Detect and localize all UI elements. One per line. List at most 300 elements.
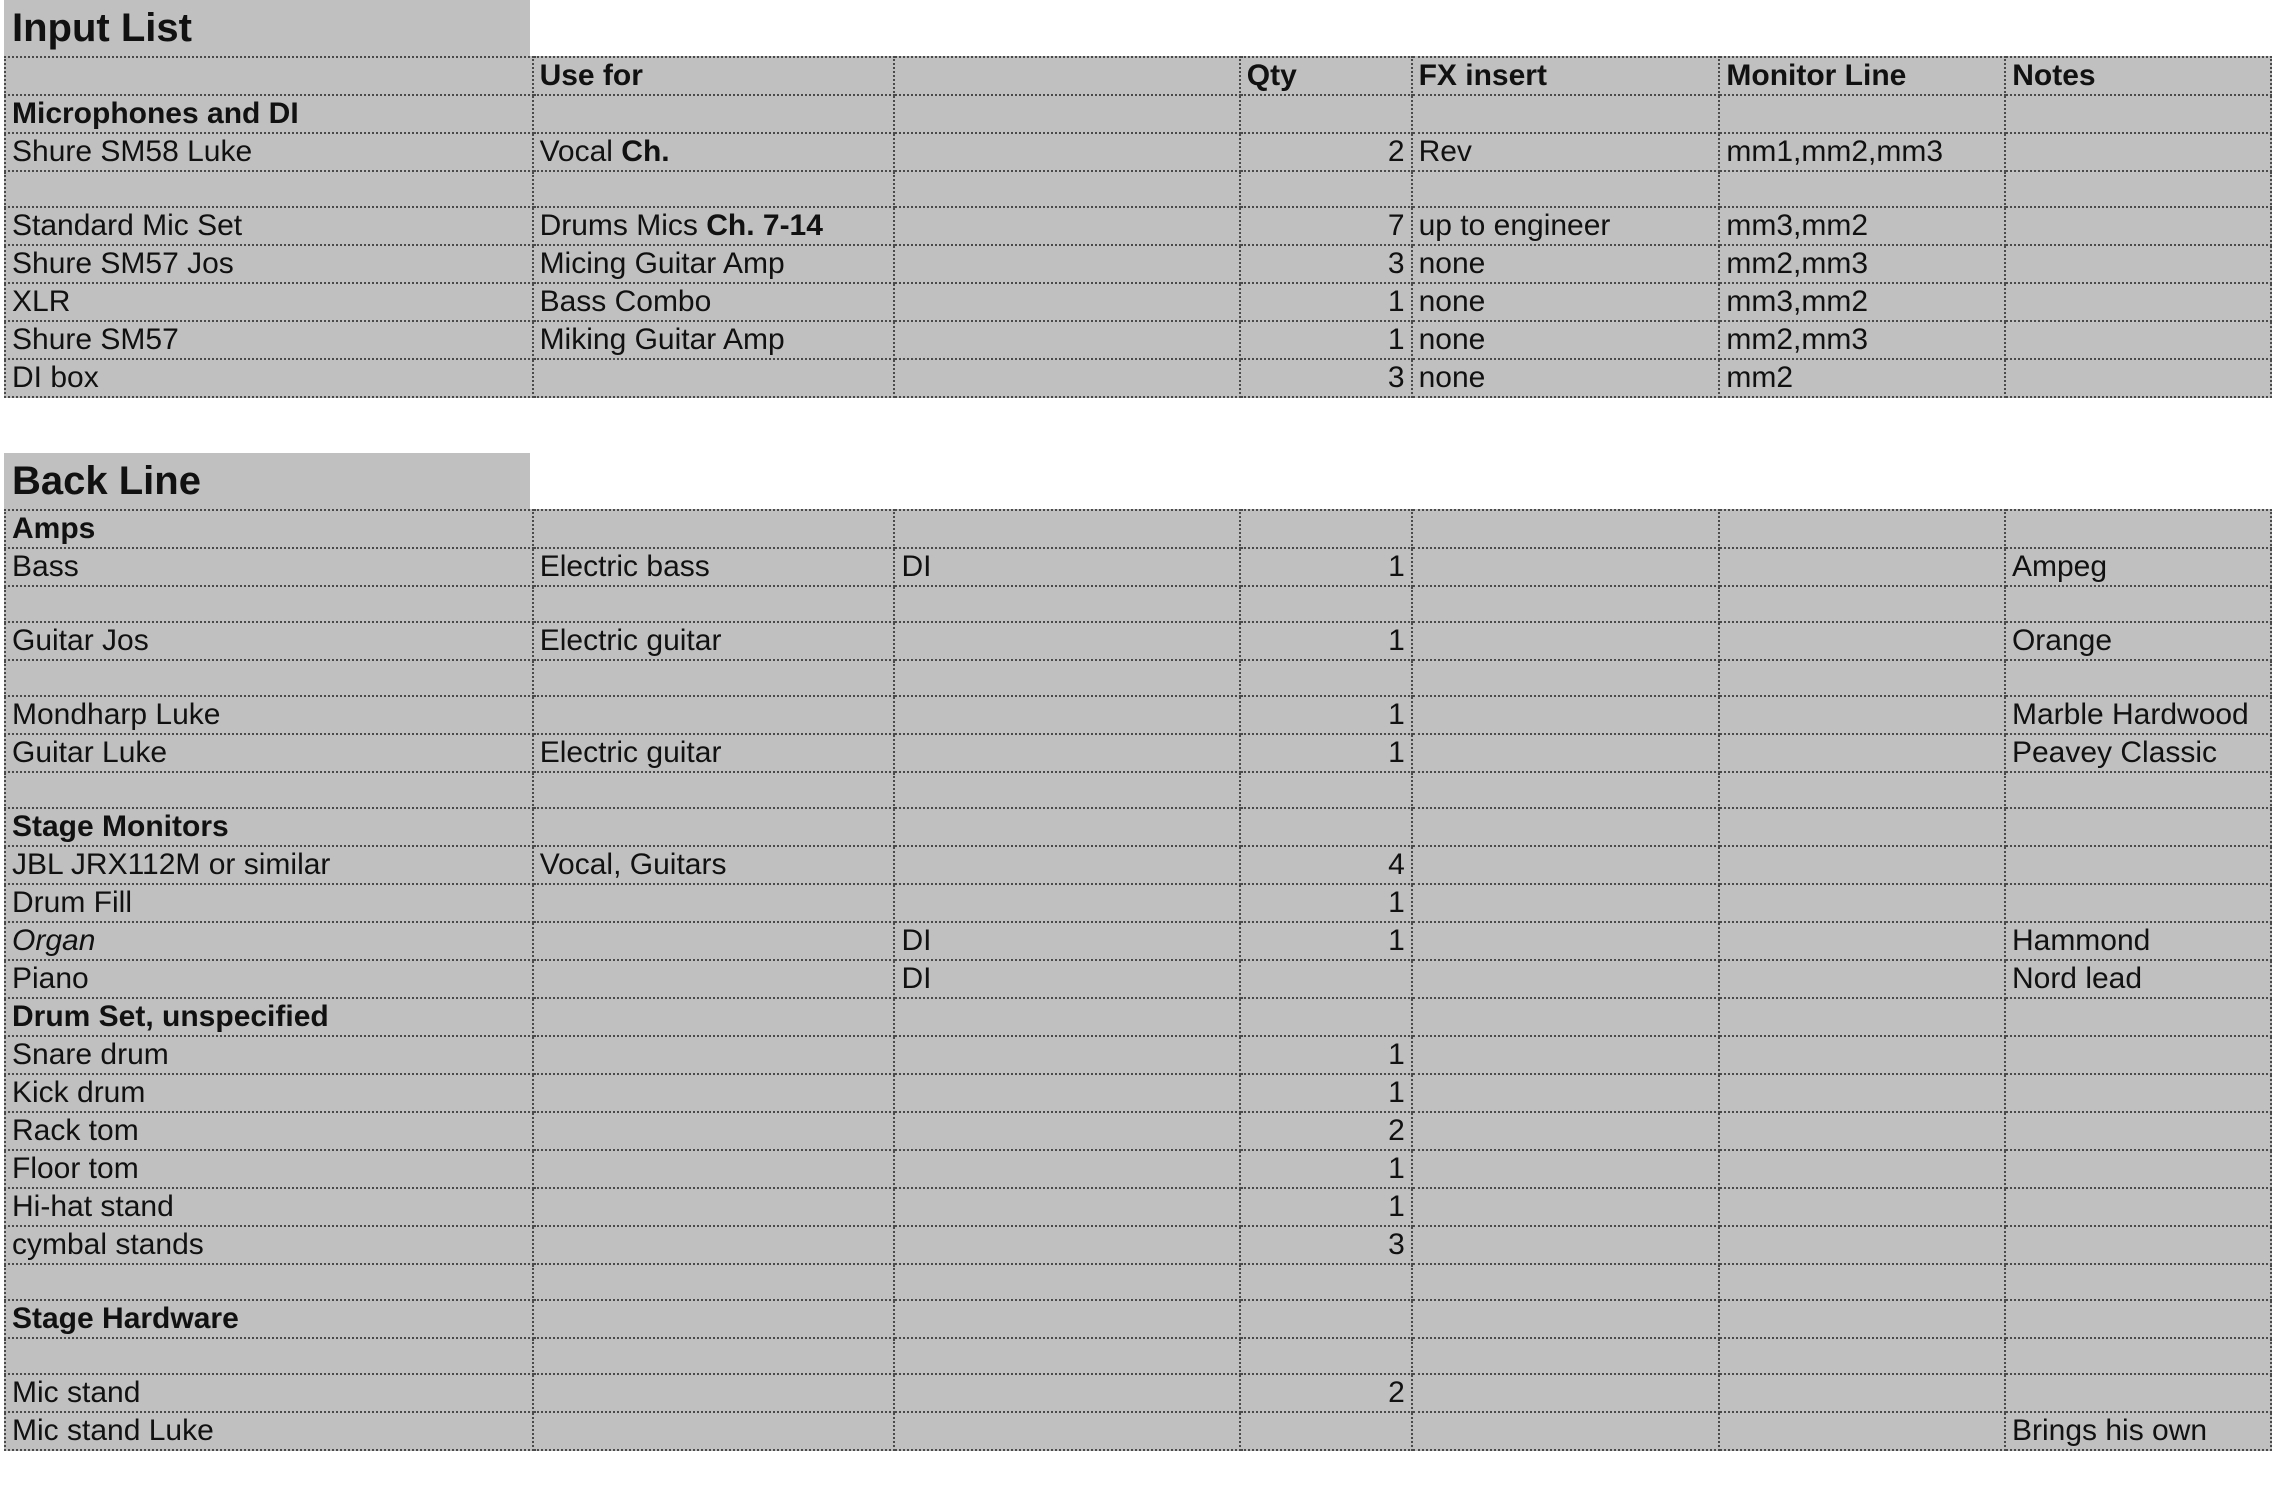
table-cell[interactable] xyxy=(2005,884,2271,922)
table-cell[interactable] xyxy=(1719,1300,2005,1338)
table-cell[interactable] xyxy=(1719,321,2005,359)
table-cell[interactable] xyxy=(1412,548,1720,586)
table-cell[interactable] xyxy=(894,321,1239,359)
table-cell[interactable] xyxy=(894,171,1239,207)
table-cell[interactable] xyxy=(5,960,533,998)
table-cell[interactable] xyxy=(2005,245,2271,283)
table-cell[interactable] xyxy=(5,245,533,283)
table-cell[interactable] xyxy=(1412,1374,1720,1412)
table-cell[interactable] xyxy=(533,1036,895,1074)
table-cell[interactable] xyxy=(1719,283,2005,321)
table-cell[interactable] xyxy=(1719,133,2005,171)
cell-text: mm3,mm2 xyxy=(1726,209,1869,242)
table-row xyxy=(5,998,2271,1036)
column-header[interactable] xyxy=(5,57,533,95)
table-cell[interactable] xyxy=(1240,1374,1412,1412)
table-cell[interactable] xyxy=(533,622,895,660)
table-cell[interactable] xyxy=(2005,1226,2271,1264)
table-cell[interactable] xyxy=(2005,808,2271,846)
table-cell[interactable] xyxy=(533,846,895,884)
table-cell[interactable] xyxy=(1240,245,1412,283)
cell-text: Use for xyxy=(539,59,643,92)
table-cell[interactable] xyxy=(2005,1112,2271,1150)
table-cell[interactable] xyxy=(894,586,1240,622)
table-cell[interactable] xyxy=(1240,808,1412,846)
table-cell[interactable] xyxy=(1412,1074,1720,1112)
table-cell[interactable] xyxy=(533,1264,895,1300)
table-cell[interactable] xyxy=(2005,1374,2271,1412)
table-cell[interactable] xyxy=(1240,884,1412,922)
cell-text: 2 xyxy=(1388,1376,1405,1409)
table-cell[interactable] xyxy=(894,846,1240,884)
table-cell[interactable] xyxy=(1719,1074,2005,1112)
table-row xyxy=(5,171,2271,207)
table-cell[interactable] xyxy=(2005,133,2271,171)
table-cell[interactable] xyxy=(533,359,895,397)
table-cell[interactable] xyxy=(1240,548,1412,586)
cell-text: 1 xyxy=(1388,886,1405,919)
table-cell[interactable] xyxy=(1240,846,1412,884)
table-cell[interactable] xyxy=(533,548,895,586)
table-cell[interactable] xyxy=(1719,586,2005,622)
table-cell[interactable] xyxy=(894,1150,1240,1188)
table-cell[interactable] xyxy=(533,586,895,622)
table-cell[interactable] xyxy=(1240,960,1412,998)
table-cell[interactable] xyxy=(2005,283,2271,321)
table-cell[interactable] xyxy=(1240,321,1412,359)
cell-text: 1 xyxy=(1387,285,1405,318)
table-cell[interactable] xyxy=(894,510,1240,548)
table-cell[interactable] xyxy=(5,734,533,772)
table-cell[interactable] xyxy=(1240,133,1412,171)
table-cell[interactable] xyxy=(1412,696,1720,734)
table-cell[interactable] xyxy=(1240,622,1412,660)
table-cell[interactable] xyxy=(894,922,1240,960)
table-cell[interactable] xyxy=(5,510,533,548)
table-cell[interactable] xyxy=(533,960,895,998)
table-row xyxy=(5,1338,2271,1374)
table-row xyxy=(5,1264,2271,1300)
table-row xyxy=(5,245,2271,283)
table-cell[interactable] xyxy=(2005,359,2271,397)
table-cell[interactable] xyxy=(5,622,533,660)
table-cell[interactable] xyxy=(533,171,895,207)
table-cell[interactable] xyxy=(1719,1374,2005,1412)
table-cell[interactable] xyxy=(1719,734,2005,772)
cell-text: 1 xyxy=(1388,1152,1405,1185)
table-cell[interactable] xyxy=(1719,922,2005,960)
cell-text: JBL JRX112M or similar xyxy=(12,848,331,881)
table-cell[interactable] xyxy=(533,1338,895,1374)
table-cell[interactable] xyxy=(1412,245,1720,283)
table-cell[interactable] xyxy=(894,734,1240,772)
table-cell[interactable] xyxy=(1412,1150,1720,1188)
table-cell[interactable] xyxy=(1412,1300,1720,1338)
table-cell[interactable] xyxy=(5,1300,533,1338)
cell-text: Electric guitar xyxy=(539,736,722,769)
table-cell[interactable] xyxy=(533,510,895,548)
table-cell[interactable] xyxy=(2005,960,2271,998)
table-cell[interactable] xyxy=(5,359,533,397)
table-cell[interactable] xyxy=(1719,95,2005,133)
table-cell[interactable] xyxy=(1412,622,1720,660)
table-cell[interactable] xyxy=(1719,1264,2005,1300)
table-cell[interactable] xyxy=(5,207,533,245)
table-cell[interactable] xyxy=(1412,95,1720,133)
cell-text: Vocal, Guitars xyxy=(539,848,727,881)
cell-text: Electric bass xyxy=(539,550,710,583)
table-cell[interactable] xyxy=(1412,1226,1720,1264)
table-cell[interactable] xyxy=(2005,772,2271,808)
table-cell[interactable] xyxy=(1240,510,1412,548)
table-cell[interactable] xyxy=(2005,734,2271,772)
cell-text: 1 xyxy=(1388,550,1405,583)
table-cell[interactable] xyxy=(533,808,895,846)
table-cell[interactable] xyxy=(1240,1112,1412,1150)
cell-text: Floor tom xyxy=(12,1152,139,1185)
table-cell[interactable] xyxy=(5,283,533,321)
table-cell[interactable] xyxy=(894,1074,1240,1112)
cell-text: Drum Set, unspecified xyxy=(12,1000,329,1033)
cell-text: 1 xyxy=(1388,1038,1405,1071)
table-cell[interactable] xyxy=(1412,734,1720,772)
table-cell[interactable] xyxy=(2005,586,2271,622)
cell-text: Standard Mic Set xyxy=(12,209,243,242)
cell-text: Stage Monitors xyxy=(12,810,229,843)
table-cell[interactable] xyxy=(5,1188,533,1226)
table-cell[interactable] xyxy=(533,1412,895,1450)
table-row xyxy=(5,1374,2271,1412)
table-cell[interactable] xyxy=(894,998,1240,1036)
cell-text: Notes xyxy=(2012,59,2096,92)
table-cell[interactable] xyxy=(1240,1074,1412,1112)
cell-text: Guitar Luke xyxy=(12,736,168,769)
table-cell[interactable] xyxy=(2005,1338,2271,1374)
table-cell[interactable] xyxy=(533,321,895,359)
table-cell[interactable] xyxy=(5,586,533,622)
table-cell[interactable] xyxy=(1240,359,1412,397)
table-cell[interactable] xyxy=(533,1188,895,1226)
table-cell[interactable] xyxy=(1412,321,1720,359)
table-row xyxy=(5,548,2271,586)
table-cell[interactable] xyxy=(5,884,533,922)
table-cell[interactable] xyxy=(5,548,533,586)
cell-text: Rev xyxy=(1418,135,1472,168)
table-cell[interactable] xyxy=(2005,1412,2271,1450)
cell-text: Peavey Classic xyxy=(2011,736,2218,769)
table-row xyxy=(5,622,2271,660)
cell-text: none xyxy=(1418,285,1486,318)
table-cell[interactable] xyxy=(1719,998,2005,1036)
table-cell[interactable] xyxy=(894,772,1240,808)
table-cell[interactable] xyxy=(894,133,1239,171)
table-cell[interactable] xyxy=(5,171,533,207)
cell-text: Rack tom xyxy=(12,1114,139,1147)
cell-text: 1 xyxy=(1388,1076,1405,1109)
table-cell[interactable] xyxy=(1719,245,2005,283)
table-cell[interactable] xyxy=(1719,622,2005,660)
table-cell[interactable] xyxy=(894,884,1240,922)
section-title-input-list: Input List xyxy=(4,0,530,56)
table-cell[interactable] xyxy=(1240,1226,1412,1264)
table-cell[interactable] xyxy=(1240,772,1412,808)
table-cell[interactable] xyxy=(1719,1036,2005,1074)
table-cell[interactable] xyxy=(533,884,895,922)
table-cell[interactable] xyxy=(533,772,895,808)
table-cell[interactable] xyxy=(533,283,895,321)
cell-text: 1 xyxy=(1387,323,1405,356)
cell-text: Orange xyxy=(2011,624,2113,657)
cell-text: Monitor Line xyxy=(1726,59,1907,92)
table-cell[interactable] xyxy=(1240,1300,1412,1338)
table-cell[interactable] xyxy=(894,359,1239,397)
table-cell[interactable] xyxy=(1412,283,1720,321)
table-cell[interactable] xyxy=(894,1412,1240,1450)
cell-text: DI xyxy=(901,924,932,957)
table-cell[interactable] xyxy=(2005,510,2271,548)
table-cell[interactable] xyxy=(1719,1338,2005,1374)
table-cell[interactable] xyxy=(2005,1300,2271,1338)
table-cell[interactable] xyxy=(2005,548,2271,586)
table-cell[interactable] xyxy=(5,1074,533,1112)
back-line-table xyxy=(4,509,2272,1451)
table-cell[interactable] xyxy=(1719,548,2005,586)
table-cell[interactable] xyxy=(5,696,533,734)
table-cell[interactable] xyxy=(5,846,533,884)
table-cell[interactable] xyxy=(1412,884,1720,922)
table-cell[interactable] xyxy=(1240,283,1412,321)
cell-text: Hammond xyxy=(2011,924,2151,957)
table-cell[interactable] xyxy=(2005,1036,2271,1074)
table-cell[interactable] xyxy=(1240,922,1412,960)
table-cell[interactable] xyxy=(533,133,895,171)
column-header[interactable] xyxy=(533,57,895,95)
table-cell[interactable] xyxy=(5,660,533,696)
table-cell[interactable] xyxy=(2005,171,2271,207)
table-cell[interactable] xyxy=(1412,772,1720,808)
back-line-body xyxy=(5,510,2271,1450)
table-cell[interactable] xyxy=(533,1226,895,1264)
cell-text: Hi-hat stand xyxy=(12,1190,174,1223)
column-header[interactable] xyxy=(2005,57,2271,95)
table-cell[interactable] xyxy=(1412,1412,1720,1450)
table-cell[interactable] xyxy=(1719,846,2005,884)
table-cell[interactable] xyxy=(5,95,533,133)
table-cell[interactable] xyxy=(1240,95,1412,133)
table-cell[interactable] xyxy=(533,207,895,245)
table-cell[interactable] xyxy=(5,1338,533,1374)
cell-text: Organ xyxy=(12,924,96,957)
table-cell[interactable] xyxy=(894,1188,1240,1226)
cell-text: 3 xyxy=(1387,361,1405,394)
table-cell[interactable] xyxy=(894,1226,1240,1264)
table-cell[interactable] xyxy=(1719,660,2005,696)
table-cell[interactable] xyxy=(1412,922,1720,960)
table-cell[interactable] xyxy=(1240,696,1412,734)
cell-text: 1 xyxy=(1388,624,1405,657)
table-cell[interactable] xyxy=(894,1338,1240,1374)
table-cell[interactable] xyxy=(5,1226,533,1264)
table-cell[interactable] xyxy=(1240,1150,1412,1188)
table-cell[interactable] xyxy=(5,1412,533,1450)
table-cell[interactable] xyxy=(1240,998,1412,1036)
table-cell[interactable] xyxy=(2005,998,2271,1036)
table-cell[interactable] xyxy=(5,998,533,1036)
table-cell[interactable] xyxy=(533,245,895,283)
table-cell[interactable] xyxy=(1719,1188,2005,1226)
table-cell[interactable] xyxy=(2005,696,2271,734)
table-cell[interactable] xyxy=(1412,998,1720,1036)
cell-text: Qty xyxy=(1246,59,1297,92)
table-cell[interactable] xyxy=(1240,1338,1412,1374)
table-cell[interactable] xyxy=(5,1374,533,1412)
table-cell[interactable] xyxy=(1240,1412,1412,1450)
table-cell[interactable] xyxy=(894,1374,1240,1412)
table-cell[interactable] xyxy=(1240,171,1412,207)
table-cell[interactable] xyxy=(1719,1150,2005,1188)
table-cell[interactable] xyxy=(894,1300,1240,1338)
section-title-back-line: Back Line xyxy=(4,453,530,509)
column-header[interactable] xyxy=(1412,57,1720,95)
table-cell[interactable] xyxy=(533,660,895,696)
table-cell[interactable] xyxy=(1719,884,2005,922)
table-cell[interactable] xyxy=(2005,846,2271,884)
table-cell[interactable] xyxy=(1719,1226,2005,1264)
column-header[interactable] xyxy=(1240,57,1412,95)
table-cell[interactable] xyxy=(894,548,1240,586)
table-cell[interactable] xyxy=(1412,1112,1720,1150)
table-cell[interactable] xyxy=(2005,1074,2271,1112)
table-cell[interactable] xyxy=(2005,321,2271,359)
table-cell[interactable] xyxy=(5,133,533,171)
cell-text: Piano xyxy=(12,962,89,995)
table-cell[interactable] xyxy=(5,321,533,359)
table-cell[interactable] xyxy=(1412,171,1720,207)
table-cell[interactable] xyxy=(2005,1188,2271,1226)
table-cell[interactable] xyxy=(894,696,1240,734)
table-cell[interactable] xyxy=(1412,1188,1720,1226)
table-cell[interactable] xyxy=(1412,359,1720,397)
table-cell[interactable] xyxy=(1719,510,2005,548)
table-cell[interactable] xyxy=(894,660,1240,696)
table-cell[interactable] xyxy=(5,808,533,846)
table-cell[interactable] xyxy=(1412,510,1720,548)
table-cell[interactable] xyxy=(533,1150,895,1188)
table-cell[interactable] xyxy=(894,1036,1240,1074)
table-cell[interactable] xyxy=(533,998,895,1036)
table-cell[interactable] xyxy=(1412,1264,1720,1300)
table-cell[interactable] xyxy=(2005,660,2271,696)
table-cell[interactable] xyxy=(1412,960,1720,998)
cell-text: Drums Mics xyxy=(539,209,707,242)
table-cell[interactable] xyxy=(1719,960,2005,998)
table-cell[interactable] xyxy=(5,1112,533,1150)
table-cell[interactable] xyxy=(894,207,1239,245)
table-cell[interactable] xyxy=(1412,808,1720,846)
cell-text: Drum Fill xyxy=(12,886,132,919)
table-cell[interactable] xyxy=(1240,586,1412,622)
table-cell[interactable] xyxy=(5,772,533,808)
table-cell[interactable] xyxy=(533,1074,895,1112)
table-cell[interactable] xyxy=(1240,660,1412,696)
cell-text: Stage Hardware xyxy=(12,1302,239,1335)
table-cell[interactable] xyxy=(1240,1188,1412,1226)
table-cell[interactable] xyxy=(1719,359,2005,397)
table-cell[interactable] xyxy=(894,1264,1240,1300)
table-cell[interactable] xyxy=(533,696,895,734)
table-cell[interactable] xyxy=(1719,808,2005,846)
table-cell[interactable] xyxy=(1719,772,2005,808)
table-cell[interactable] xyxy=(2005,922,2271,960)
table-cell[interactable] xyxy=(1719,171,2005,207)
table-cell[interactable] xyxy=(894,960,1240,998)
cell-text: DI xyxy=(901,550,932,583)
table-cell[interactable] xyxy=(1412,586,1720,622)
cell-text: none xyxy=(1418,247,1486,280)
table-cell[interactable] xyxy=(5,1036,533,1074)
table-cell[interactable] xyxy=(5,1150,533,1188)
column-header[interactable] xyxy=(1719,57,2005,95)
table-cell[interactable] xyxy=(894,622,1240,660)
table-cell[interactable] xyxy=(533,1300,895,1338)
table-cell[interactable] xyxy=(1412,846,1720,884)
table-cell[interactable] xyxy=(533,922,895,960)
table-cell[interactable] xyxy=(5,922,533,960)
table-row xyxy=(5,321,2271,359)
table-cell[interactable] xyxy=(894,808,1240,846)
table-row xyxy=(5,1112,2271,1150)
table-cell[interactable] xyxy=(1719,696,2005,734)
table-cell[interactable] xyxy=(2005,1150,2271,1188)
table-cell[interactable] xyxy=(1240,1264,1412,1300)
table-cell[interactable] xyxy=(1719,1112,2005,1150)
table-cell[interactable] xyxy=(894,1112,1240,1150)
table-cell[interactable] xyxy=(894,245,1239,283)
table-row xyxy=(5,1074,2271,1112)
table-cell[interactable] xyxy=(2005,1264,2271,1300)
table-cell[interactable] xyxy=(2005,622,2271,660)
cell-text: none xyxy=(1418,361,1486,394)
table-cell[interactable] xyxy=(1240,207,1412,245)
table-cell[interactable] xyxy=(1719,1412,2005,1450)
table-row xyxy=(5,95,2271,133)
table-cell[interactable] xyxy=(1412,660,1720,696)
cell-text: mm3,mm2 xyxy=(1726,285,1869,318)
table-cell[interactable] xyxy=(1412,1338,1720,1374)
table-cell[interactable] xyxy=(5,1264,533,1300)
cell-text: Micing Guitar Amp xyxy=(539,247,785,280)
table-cell[interactable] xyxy=(1719,207,2005,245)
input-list-body xyxy=(5,57,2271,397)
table-cell[interactable] xyxy=(2005,95,2271,133)
column-header[interactable] xyxy=(894,57,1239,95)
table-cell[interactable] xyxy=(894,95,1239,133)
table-cell[interactable] xyxy=(2005,207,2271,245)
table-cell[interactable] xyxy=(1412,133,1720,171)
cell-text: Amps xyxy=(12,512,96,545)
table-cell[interactable] xyxy=(533,95,895,133)
table-cell[interactable] xyxy=(1412,207,1720,245)
table-cell[interactable] xyxy=(894,283,1239,321)
cell-text: DI xyxy=(901,962,932,995)
table-cell[interactable] xyxy=(533,1374,895,1412)
table-cell[interactable] xyxy=(1412,1036,1720,1074)
table-cell[interactable] xyxy=(1240,734,1412,772)
table-cell[interactable] xyxy=(533,734,895,772)
table-cell[interactable] xyxy=(1240,1036,1412,1074)
table-row xyxy=(5,133,2271,171)
table-cell[interactable] xyxy=(533,1112,895,1150)
